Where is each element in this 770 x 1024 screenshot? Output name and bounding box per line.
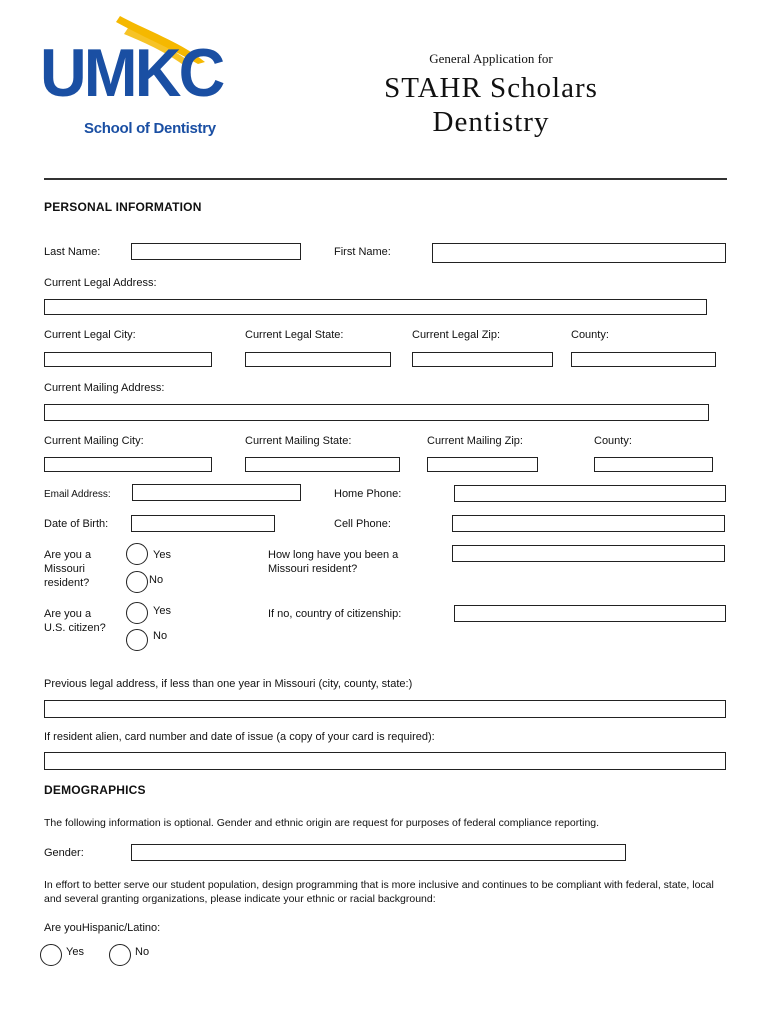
gender-input[interactable] <box>131 844 626 861</box>
mailing-state-label: Current Mailing State: <box>245 435 352 447</box>
demographics-heading: DEMOGRAPHICS <box>44 783 146 797</box>
mailing-zip-label: Current Mailing Zip: <box>427 435 523 447</box>
mailing-county-input[interactable] <box>594 457 713 472</box>
hispanic-question: Are youHispanic/Latino: <box>44 922 161 934</box>
hispanic-yes-label: Yes <box>66 946 84 958</box>
first-name-input[interactable] <box>432 243 726 263</box>
dob-input[interactable] <box>131 515 275 532</box>
cell-phone-input[interactable] <box>452 515 725 532</box>
legal-state-input[interactable] <box>245 352 391 367</box>
previous-address-label: Previous legal address, if less than one year in Missouri (city, county, state:) <box>44 678 413 690</box>
email-label: Email Address: <box>44 489 111 500</box>
cell-phone-label: Cell Phone: <box>334 518 391 530</box>
mailing-state-input[interactable] <box>245 457 400 472</box>
legal-county-input[interactable] <box>571 352 716 367</box>
hispanic-no-radio[interactable] <box>109 944 131 966</box>
mailing-address-label: Current Mailing Address: <box>44 382 165 394</box>
us-citizen-no-radio[interactable] <box>126 629 148 651</box>
us-citizen-yes-label: Yes <box>153 605 171 617</box>
home-phone-label: Home Phone: <box>334 488 402 500</box>
demographics-intro: The following information is optional. Gender and ethnic origin are request for purposes of federal compliance reporting. <box>44 817 600 829</box>
form-pretitle: General Application for <box>429 51 553 66</box>
mo-how-long-label: How long have you been a Missouri resident? <box>268 549 399 575</box>
email-input[interactable] <box>132 484 301 501</box>
country-citizenship-label: If no, country of citizenship: <box>268 608 402 620</box>
form-title-line2: Dentistry <box>432 106 550 138</box>
country-citizenship-input[interactable] <box>454 605 726 622</box>
hispanic-yes-radio[interactable] <box>40 944 62 966</box>
hispanic-no-label: No <box>135 946 150 958</box>
us-citizen-yes-radio[interactable] <box>126 602 148 624</box>
legal-city-label: Current Legal City: <box>44 329 136 341</box>
us-citizen-no-label: No <box>153 630 168 642</box>
logo-subtitle: School of Dentistry <box>84 120 216 137</box>
resident-alien-input[interactable] <box>44 752 726 770</box>
us-citizen-question: Are you a U.S. citizen? <box>44 608 106 634</box>
first-name-label: First Name: <box>334 246 391 258</box>
mo-resident-no-label: No <box>149 574 164 586</box>
legal-address-label: Current Legal Address: <box>44 277 157 289</box>
legal-zip-input[interactable] <box>412 352 553 367</box>
personal-heading: PERSONAL INFORMATION <box>44 200 202 214</box>
legal-zip-label: Current Legal Zip: <box>412 329 501 341</box>
mo-resident-yes-radio[interactable] <box>126 543 148 565</box>
mailing-address-input[interactable] <box>44 404 709 421</box>
gender-label: Gender: <box>44 847 84 859</box>
logo-wordmark: UMKC <box>40 35 223 111</box>
mo-resident-yes-label: Yes <box>153 549 171 561</box>
mo-resident-question: Are you a Missouri resident? <box>44 549 92 589</box>
form-title-line1: STAHR Scholars <box>384 72 598 104</box>
dob-label: Date of Birth: <box>44 518 109 530</box>
mailing-zip-input[interactable] <box>427 457 538 472</box>
previous-address-input[interactable] <box>44 700 726 718</box>
mo-resident-no-radio[interactable] <box>126 571 148 593</box>
last-name-input[interactable] <box>131 243 301 260</box>
mailing-city-input[interactable] <box>44 457 212 472</box>
resident-alien-label: If resident alien, card number and date of issue (a copy of your card is required): <box>44 731 435 743</box>
mo-how-long-input[interactable] <box>452 545 725 562</box>
last-name-label: Last Name: <box>44 246 101 258</box>
mailing-county-label: County: <box>594 435 632 447</box>
effort-paragraph: In effort to better serve our student population, design programming that is more inclusive and continues to be compliant with federal, state, local and several granting organizations, please indicate your ethnic or racial background: <box>44 879 714 905</box>
umkc-logo <box>40 14 250 144</box>
legal-city-input[interactable] <box>44 352 212 367</box>
header-divider <box>44 178 727 180</box>
mailing-city-label: Current Mailing City: <box>44 435 144 447</box>
legal-address-input[interactable] <box>44 299 707 315</box>
legal-county-label: County: <box>571 329 609 341</box>
legal-state-label: Current Legal State: <box>245 329 344 341</box>
home-phone-input[interactable] <box>454 485 726 502</box>
